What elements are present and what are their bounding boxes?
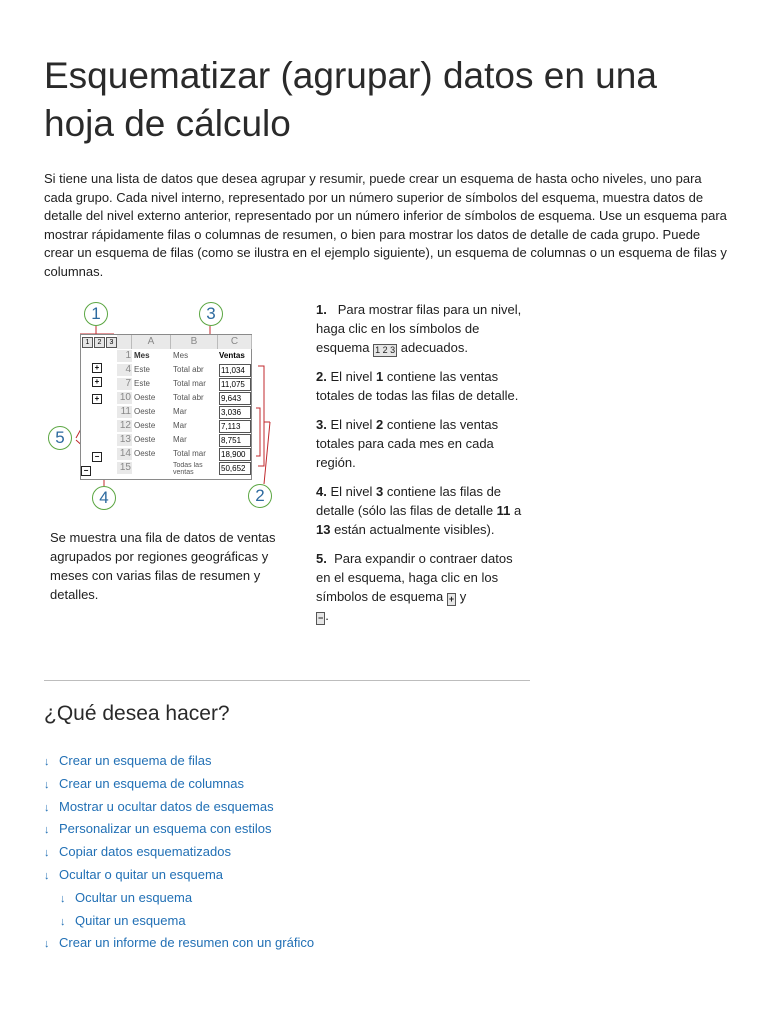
step-text: contiene las ventas totales para cada mes en cada región. — [316, 417, 499, 470]
link-item[interactable] — [44, 887, 644, 910]
cell-b: Mar — [173, 421, 187, 430]
row-header: 14 — [117, 448, 132, 460]
cell-c: 9,643 — [219, 392, 251, 405]
cell-a: Oeste — [134, 435, 156, 444]
callout-3: 3 — [199, 302, 223, 326]
step-number: 3. — [316, 417, 327, 432]
cell-a: Mes — [134, 351, 150, 360]
cell-c: 11,034 — [219, 364, 251, 377]
outline-levels-icon: 1 2 3 — [375, 345, 396, 355]
link-item[interactable] — [44, 773, 644, 796]
down-arrow-icon: ↓ — [44, 847, 50, 860]
step-bold: 13 — [316, 522, 331, 537]
callout-4: 4 — [92, 486, 116, 510]
row-header: 13 — [117, 434, 132, 446]
link-label[interactable]: Ocultar o quitar un esquema — [59, 866, 224, 882]
page-title: Esquematizar (agrupar) datos en una hoja de cálculo — [44, 55, 657, 144]
cell-b: Mes — [173, 351, 189, 360]
step-2 — [316, 367, 526, 405]
down-arrow-icon: ↓ — [44, 801, 50, 814]
step-text: . — [325, 608, 329, 623]
collapse-symbol-icon[interactable]: − — [92, 452, 102, 462]
column-header-b: B — [171, 335, 218, 349]
row-header: 11 — [117, 406, 132, 418]
expand-symbol-icon[interactable]: + — [92, 377, 102, 387]
step-1 — [316, 300, 526, 357]
level-2-button[interactable]: 2 — [94, 337, 105, 348]
step-text: El nivel — [330, 484, 376, 499]
cell-a: Oeste — [134, 421, 156, 430]
outline-example-figure — [44, 298, 294, 518]
step-text: a — [510, 503, 522, 518]
step-text: El nivel — [330, 417, 376, 432]
row-header: 15 — [117, 462, 132, 474]
step-bold: 1 — [376, 369, 384, 384]
link-item[interactable] — [44, 818, 644, 841]
link-item[interactable] — [44, 932, 644, 955]
minus-symbol-icon: − — [318, 613, 324, 623]
down-arrow-icon: ↓ — [44, 869, 50, 882]
cell-b: Total abr — [173, 393, 204, 402]
level-3-button[interactable]: 3 — [106, 337, 117, 348]
link-item[interactable] — [44, 864, 644, 887]
row-header: 10 — [117, 392, 132, 404]
figure-caption: Se muestra una fila de datos de ventas agrupados por regiones geográficas y meses con varias filas de resumen y detalles. — [50, 530, 276, 602]
link-item[interactable] — [44, 841, 644, 864]
cell-b: Total mar — [173, 449, 206, 458]
link-label[interactable]: Crear un esquema de columnas — [59, 775, 244, 791]
down-arrow-icon: ↓ — [44, 756, 50, 768]
cell-a: Oeste — [134, 449, 156, 458]
down-arrow-icon: ↓ — [44, 824, 50, 837]
collapse-symbol-icon[interactable]: − — [81, 466, 91, 476]
step-text: adecuados. — [400, 340, 468, 355]
step-text: están actualmente visibles). — [330, 522, 495, 537]
cell-c: 11,075 — [219, 378, 251, 391]
link-label[interactable]: Crear un esquema de filas — [59, 753, 212, 768]
link-item[interactable] — [44, 750, 644, 773]
callout-5: 5 — [48, 426, 72, 450]
expand-symbol-icon[interactable]: + — [92, 394, 102, 404]
link-item[interactable] — [44, 796, 644, 819]
cell-b: Mar — [173, 435, 187, 444]
cell-c: 50,652 — [219, 462, 251, 475]
row-header: 1 — [117, 350, 132, 362]
step-4 — [316, 482, 526, 539]
link-label[interactable]: Quitar un esquema — [75, 912, 186, 928]
down-arrow-icon: ↓ — [60, 915, 66, 928]
step-number: 1. — [316, 302, 327, 317]
column-header-a: A — [132, 335, 171, 349]
step-number: 2. — [316, 369, 327, 384]
cell-c: 18,900 — [219, 448, 251, 461]
cell-a: Este — [134, 365, 151, 374]
step-number: 4. — [316, 484, 327, 499]
step-text: Para expandir o contraer datos en el esquema, haga clic en los símbolos de esquema — [316, 551, 513, 604]
step-text: El nivel — [330, 369, 376, 384]
link-label[interactable]: Copiar datos esquematizados — [59, 844, 231, 860]
cell-a: Oeste — [134, 407, 156, 416]
row-header: 4 — [117, 364, 132, 376]
outline-level-buttons — [81, 335, 117, 349]
step-text: contiene las filas de detalle (sólo las filas de detalle — [316, 484, 502, 518]
link-label[interactable]: Crear un informe de resumen con un gráfico — [59, 935, 315, 951]
row-header: 7 — [117, 378, 132, 390]
cell-c: 7,113 — [219, 420, 251, 433]
down-arrow-icon: ↓ — [44, 938, 50, 951]
section-heading: ¿Qué desea hacer? — [44, 702, 230, 725]
cell-b: Todas las ventas — [173, 462, 203, 476]
callout-1: 1 — [84, 302, 108, 326]
step-bold: 2 — [376, 417, 384, 432]
down-arrow-icon: ↓ — [60, 892, 66, 905]
step-5 — [316, 549, 526, 625]
link-label[interactable]: Personalizar un esquema con estilos — [59, 821, 272, 837]
cell-b: Total mar — [173, 379, 206, 388]
level-1-button[interactable]: 1 — [82, 337, 93, 348]
step-bold: 3 — [376, 484, 384, 499]
step-number: 5. — [316, 551, 327, 566]
expand-symbol-icon[interactable]: + — [92, 363, 102, 373]
corner-cell — [117, 335, 132, 349]
cell-c: 8,751 — [219, 434, 251, 447]
column-header-c: C — [218, 335, 252, 349]
step-3 — [316, 415, 526, 472]
callout-2: 2 — [248, 484, 272, 508]
link-label[interactable]: Mostrar u ocultar datos de esquemas — [59, 798, 274, 814]
step-text: contiene las ventas totales de todas las filas de detalle. — [316, 369, 519, 403]
down-arrow-icon: ↓ — [44, 778, 50, 791]
steps-list — [316, 300, 526, 635]
row-header: 12 — [117, 420, 132, 432]
step-text: Para mostrar filas para un nivel, haga clic en los símbolos de esquema — [316, 302, 522, 355]
step-text: y — [459, 589, 467, 604]
cell-a: Este — [134, 379, 151, 388]
task-links-list — [44, 750, 644, 955]
link-label[interactable]: Ocultar un esquema — [75, 889, 193, 905]
step-bold: 11 — [496, 503, 511, 518]
intro-paragraph: Si tiene una lista de datos que desea agrupar y resumir, puede crear un esquema de hasta ocho niveles, uno para cada grupo. Cada nivel interno, representado por un número superior de símbolos del esquema, muestra datos de detalle del nivel externo anterior, representado por un número inferior de símbolos de esquema. Use un esquema para mostrar rápidamente filas o columnas de resumen, o bien para mostrar los datos de detalle de cada grupo. Puede crear un esquema de filas (como se ilustra en el ejemplo siguiente), un esquema de columnas o un esquema de filas y columnas. — [44, 171, 727, 279]
plus-symbol-icon: + — [448, 594, 455, 604]
cell-b: Mar — [173, 407, 187, 416]
cell-b: Total abr — [173, 365, 204, 374]
section-divider — [44, 680, 530, 681]
cell-a: Oeste — [134, 393, 156, 402]
link-item[interactable] — [44, 910, 644, 933]
cell-c: Ventas — [219, 351, 245, 360]
cell-c: 3,036 — [219, 406, 251, 419]
spreadsheet-thumbnail — [80, 334, 252, 480]
